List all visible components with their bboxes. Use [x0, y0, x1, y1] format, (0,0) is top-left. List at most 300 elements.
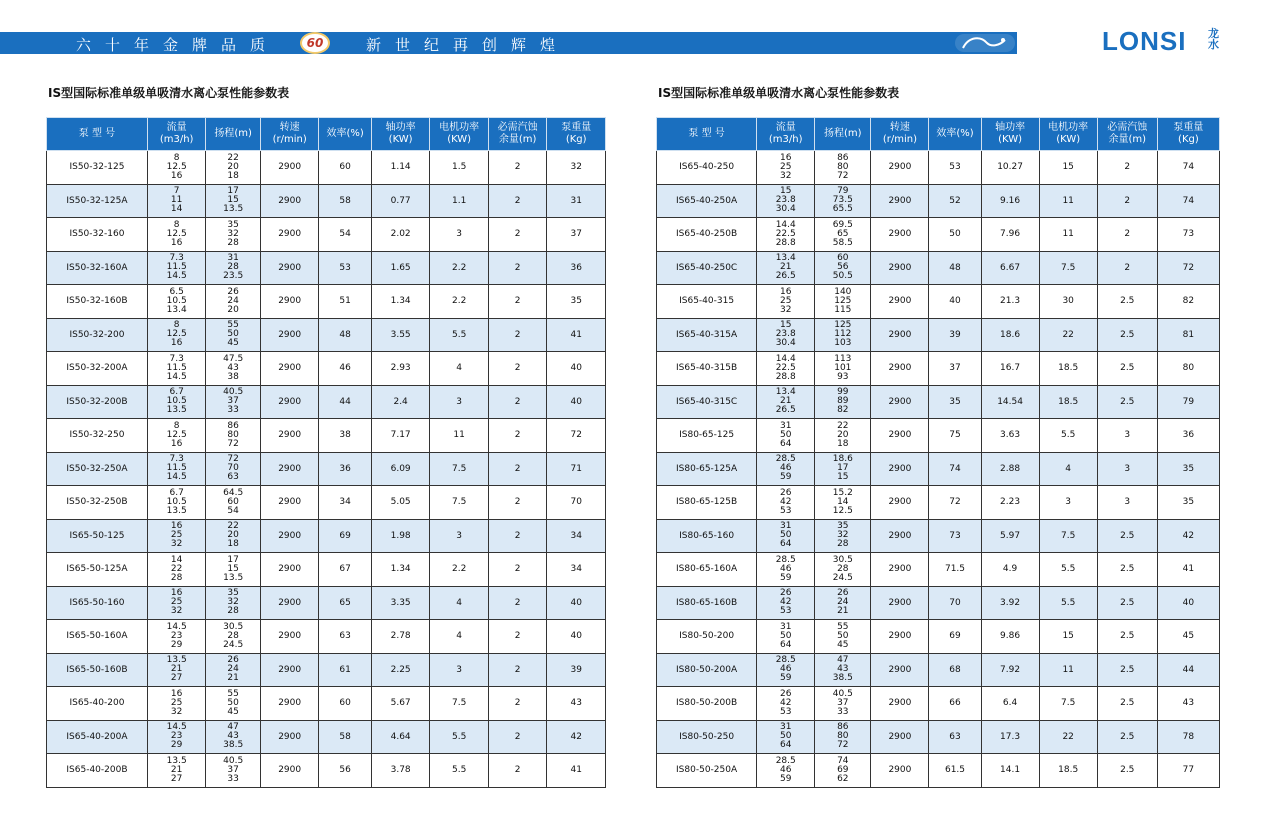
table-row: [657, 687, 1220, 721]
cell-shaft-power: 14.1: [981, 754, 1039, 788]
cell-shaft-power: 7.17: [371, 419, 430, 453]
cell-npsh: 2: [488, 318, 547, 352]
cell-model: IS80-65-160B: [657, 586, 757, 620]
table-header-row: [47, 118, 606, 151]
cell-weight: 44: [1157, 653, 1219, 687]
cell-model: IS50-32-160A: [47, 251, 148, 285]
cell-model: IS65-40-200: [47, 687, 148, 721]
cell-efficiency: 73: [929, 519, 981, 553]
cell-speed: 2900: [260, 385, 319, 419]
cell-npsh: 2: [1097, 218, 1157, 252]
column-header-npsh: 必需汽蚀 余量(m): [488, 118, 547, 151]
cell-weight: 40: [547, 620, 606, 654]
cell-head: 69.5 65 58.5: [815, 218, 871, 252]
cell-model: IS80-50-250: [657, 720, 757, 754]
cell-flow: 14.5 23 29: [147, 720, 206, 754]
cell-head: 125 112 103: [815, 318, 871, 352]
cell-speed: 2900: [871, 452, 929, 486]
cell-efficiency: 72: [929, 486, 981, 520]
cell-shaft-power: 3.35: [371, 586, 430, 620]
cell-weight: 35: [1157, 452, 1219, 486]
cell-model: IS50-32-160B: [47, 285, 148, 319]
cell-weight: 80: [1157, 352, 1219, 386]
cell-motor-power: 7.5: [430, 452, 489, 486]
cell-npsh: 2.5: [1097, 385, 1157, 419]
cell-npsh: 2: [488, 452, 547, 486]
cell-flow: 28.5 46 59: [757, 754, 815, 788]
cell-speed: 2900: [260, 519, 319, 553]
cell-shaft-power: 7.92: [981, 653, 1039, 687]
table-row: [657, 653, 1220, 687]
cell-efficiency: 52: [929, 184, 981, 218]
cell-head: 60 56 50.5: [815, 251, 871, 285]
cell-weight: 70: [547, 486, 606, 520]
cell-motor-power: 5.5: [1039, 586, 1097, 620]
table-row: [657, 620, 1220, 654]
cell-efficiency: 51: [319, 285, 371, 319]
cell-model: IS65-40-250B: [657, 218, 757, 252]
cell-npsh: 2: [488, 553, 547, 587]
brand-logo: LONSI: [1102, 26, 1187, 56]
cell-speed: 2900: [260, 352, 319, 386]
cell-weight: 36: [1157, 419, 1219, 453]
cell-model: IS65-50-125: [47, 519, 148, 553]
cell-flow: 14.4 22.5 28.8: [757, 352, 815, 386]
cell-efficiency: 50: [929, 218, 981, 252]
cell-model: IS50-32-200B: [47, 385, 148, 419]
cell-npsh: 2: [488, 486, 547, 520]
cell-motor-power: 30: [1039, 285, 1097, 319]
cell-efficiency: 39: [929, 318, 981, 352]
cell-head: 55 50 45: [206, 687, 260, 721]
cell-efficiency: 60: [319, 151, 371, 185]
cell-motor-power: 5.5: [1039, 553, 1097, 587]
cell-flow: 31 50 64: [757, 519, 815, 553]
cell-flow: 28.5 46 59: [757, 553, 815, 587]
cell-shaft-power: 2.23: [981, 486, 1039, 520]
cell-flow: 7.3 11.5 14.5: [147, 352, 206, 386]
cell-head: 26 24 20: [206, 285, 260, 319]
cell-shaft-power: 2.4: [371, 385, 430, 419]
cell-shaft-power: 9.86: [981, 620, 1039, 654]
cell-weight: 34: [547, 553, 606, 587]
table-title-right: IS型国际标准单级单吸清水离心泵性能参数表: [658, 86, 900, 100]
cell-efficiency: 61: [319, 653, 371, 687]
cell-shaft-power: 2.78: [371, 620, 430, 654]
cell-motor-power: 3: [430, 653, 489, 687]
cell-motor-power: 4: [430, 620, 489, 654]
cell-npsh: 2.5: [1097, 586, 1157, 620]
cell-shaft-power: 21.3: [981, 285, 1039, 319]
cell-head: 113 101 93: [815, 352, 871, 386]
cell-weight: 39: [547, 653, 606, 687]
cell-flow: 31 50 64: [757, 419, 815, 453]
cell-flow: 16 25 32: [757, 285, 815, 319]
column-header-model: 泵 型 号: [657, 118, 757, 151]
cell-flow: 13.4 21 26.5: [757, 385, 815, 419]
table-row: [47, 720, 606, 754]
cell-speed: 2900: [871, 184, 929, 218]
cell-motor-power: 11: [1039, 184, 1097, 218]
cell-efficiency: 75: [929, 419, 981, 453]
cell-npsh: 2: [488, 151, 547, 185]
cell-shaft-power: 2.25: [371, 653, 430, 687]
cell-flow: 26 42 53: [757, 687, 815, 721]
cell-head: 31 28 23.5: [206, 251, 260, 285]
table-row: [657, 720, 1220, 754]
cell-speed: 2900: [871, 687, 929, 721]
cell-flow: 16 25 32: [147, 586, 206, 620]
cell-weight: 41: [547, 754, 606, 788]
cell-model: IS65-50-160: [47, 586, 148, 620]
pump-spec-table-right: [656, 117, 1220, 788]
cell-efficiency: 69: [929, 620, 981, 654]
cell-npsh: 2: [488, 720, 547, 754]
cell-shaft-power: 10.27: [981, 151, 1039, 185]
cell-flow: 14 22 28: [147, 553, 206, 587]
cell-head: 40.5 37 33: [206, 385, 260, 419]
cell-flow: 7.3 11.5 14.5: [147, 452, 206, 486]
cell-npsh: 2: [488, 419, 547, 453]
cell-npsh: 2.5: [1097, 620, 1157, 654]
table-row: [47, 519, 606, 553]
table-row: [47, 452, 606, 486]
cell-head: 86 80 72: [206, 419, 260, 453]
cell-flow: 6.7 10.5 13.5: [147, 486, 206, 520]
cell-shaft-power: 6.09: [371, 452, 430, 486]
cell-model: IS80-65-125: [657, 419, 757, 453]
cell-efficiency: 69: [319, 519, 371, 553]
cell-shaft-power: 0.77: [371, 184, 430, 218]
cell-efficiency: 58: [319, 720, 371, 754]
cell-npsh: 2.5: [1097, 318, 1157, 352]
table-row: [47, 687, 606, 721]
cell-motor-power: 4: [1039, 452, 1097, 486]
cell-npsh: 2: [1097, 184, 1157, 218]
table-row: [657, 754, 1220, 788]
cell-efficiency: 66: [929, 687, 981, 721]
cell-shaft-power: 6.67: [981, 251, 1039, 285]
cell-speed: 2900: [871, 318, 929, 352]
cell-npsh: 2.5: [1097, 553, 1157, 587]
cell-head: 26 24 21: [815, 586, 871, 620]
cell-speed: 2900: [871, 352, 929, 386]
cell-head: 55 50 45: [206, 318, 260, 352]
table-row: [47, 754, 606, 788]
table-row: [657, 385, 1220, 419]
cell-efficiency: 40: [929, 285, 981, 319]
cell-speed: 2900: [871, 251, 929, 285]
cell-speed: 2900: [871, 419, 929, 453]
cell-motor-power: 22: [1039, 318, 1097, 352]
table-row: [657, 285, 1220, 319]
table-row: [47, 653, 606, 687]
cell-head: 47 43 38.5: [206, 720, 260, 754]
column-header-speed: 转速 (r/min): [260, 118, 319, 151]
cell-weight: 78: [1157, 720, 1219, 754]
cell-flow: 16 25 32: [147, 687, 206, 721]
cell-model: IS80-65-160: [657, 519, 757, 553]
cell-speed: 2900: [260, 620, 319, 654]
cell-weight: 40: [547, 385, 606, 419]
cell-head: 22 20 18: [206, 151, 260, 185]
cell-head: 35 32 28: [206, 586, 260, 620]
cell-motor-power: 5.5: [430, 318, 489, 352]
cell-weight: 42: [547, 720, 606, 754]
cell-shaft-power: 3.78: [371, 754, 430, 788]
cell-head: 72 70 63: [206, 452, 260, 486]
cell-model: IS80-65-125B: [657, 486, 757, 520]
cell-shaft-power: 1.65: [371, 251, 430, 285]
cell-weight: 73: [1157, 218, 1219, 252]
column-header-head: 扬程(m): [815, 118, 871, 151]
column-header-npsh: 必需汽蚀 余量(m): [1097, 118, 1157, 151]
cell-head: 55 50 45: [815, 620, 871, 654]
cell-model: IS80-65-125A: [657, 452, 757, 486]
cell-flow: 15 23.8 30.4: [757, 318, 815, 352]
cell-weight: 81: [1157, 318, 1219, 352]
cell-shaft-power: 1.34: [371, 553, 430, 587]
pump-spec-table-left: [46, 117, 606, 788]
column-header-shaft-power: 轴功率 (KW): [981, 118, 1039, 151]
table-row: [657, 486, 1220, 520]
cell-shaft-power: 5.05: [371, 486, 430, 520]
cell-head: 47.5 43 38: [206, 352, 260, 386]
cell-motor-power: 3: [430, 218, 489, 252]
cell-speed: 2900: [871, 519, 929, 553]
column-header-flow: 流量 (m3/h): [147, 118, 206, 151]
cell-motor-power: 15: [1039, 151, 1097, 185]
cell-weight: 32: [547, 151, 606, 185]
table-row: [657, 218, 1220, 252]
cell-weight: 82: [1157, 285, 1219, 319]
cell-flow: 16 25 32: [757, 151, 815, 185]
table-row: [657, 452, 1220, 486]
cell-shaft-power: 16.7: [981, 352, 1039, 386]
cell-flow: 26 42 53: [757, 586, 815, 620]
cell-flow: 8 12.5 16: [147, 151, 206, 185]
cell-efficiency: 36: [319, 452, 371, 486]
cell-motor-power: 7.5: [1039, 687, 1097, 721]
cell-npsh: 3: [1097, 419, 1157, 453]
cell-speed: 2900: [871, 620, 929, 654]
cell-speed: 2900: [260, 184, 319, 218]
cell-shaft-power: 4.64: [371, 720, 430, 754]
cell-model: IS65-50-160B: [47, 653, 148, 687]
cell-shaft-power: 7.96: [981, 218, 1039, 252]
cell-efficiency: 61.5: [929, 754, 981, 788]
cell-efficiency: 65: [319, 586, 371, 620]
table-row: [657, 151, 1220, 185]
cell-shaft-power: 6.4: [981, 687, 1039, 721]
cell-weight: 43: [547, 687, 606, 721]
cell-motor-power: 2.2: [430, 553, 489, 587]
cell-efficiency: 38: [319, 419, 371, 453]
cell-weight: 40: [547, 352, 606, 386]
table-row: [47, 620, 606, 654]
cell-speed: 2900: [871, 385, 929, 419]
cell-weight: 37: [547, 218, 606, 252]
cell-shaft-power: 17.3: [981, 720, 1039, 754]
cell-npsh: 2.5: [1097, 285, 1157, 319]
slogan-left: 六十年金牌品质: [76, 36, 280, 54]
column-header-model: 泵 型 号: [47, 118, 148, 151]
cell-weight: 40: [1157, 586, 1219, 620]
cell-efficiency: 37: [929, 352, 981, 386]
cell-speed: 2900: [871, 653, 929, 687]
cell-model: IS80-50-200A: [657, 653, 757, 687]
cell-model: IS50-32-200A: [47, 352, 148, 386]
cell-weight: 71: [547, 452, 606, 486]
cell-efficiency: 71.5: [929, 553, 981, 587]
cell-efficiency: 70: [929, 586, 981, 620]
cell-speed: 2900: [871, 285, 929, 319]
cell-efficiency: 44: [319, 385, 371, 419]
cell-weight: 45: [1157, 620, 1219, 654]
cell-shaft-power: 2.93: [371, 352, 430, 386]
slogan-right: 新世纪再创辉煌: [366, 36, 570, 54]
cell-npsh: 2: [1097, 151, 1157, 185]
cell-motor-power: 2.2: [430, 251, 489, 285]
cell-model: IS50-32-200: [47, 318, 148, 352]
cell-weight: 31: [547, 184, 606, 218]
cell-head: 30.5 28 24.5: [815, 553, 871, 587]
cell-weight: 74: [1157, 151, 1219, 185]
cell-motor-power: 3: [1039, 486, 1097, 520]
cell-flow: 14.4 22.5 28.8: [757, 218, 815, 252]
table-row: [657, 553, 1220, 587]
table-row: [47, 151, 606, 185]
cell-flow: 13.5 21 27: [147, 653, 206, 687]
cell-model: IS50-32-125A: [47, 184, 148, 218]
cell-flow: 13.5 21 27: [147, 754, 206, 788]
cell-npsh: 2: [488, 653, 547, 687]
cell-shaft-power: 14.54: [981, 385, 1039, 419]
table-row: [47, 218, 606, 252]
cell-model: IS65-40-250C: [657, 251, 757, 285]
cell-flow: 26 42 53: [757, 486, 815, 520]
cell-efficiency: 35: [929, 385, 981, 419]
column-header-weight: 泵重量 (Kg): [547, 118, 606, 151]
table-row: [47, 184, 606, 218]
cell-model: IS80-65-160A: [657, 553, 757, 587]
cell-npsh: 2: [488, 754, 547, 788]
cell-npsh: 2: [488, 620, 547, 654]
dragon-icon: [955, 34, 1015, 52]
cell-speed: 2900: [260, 754, 319, 788]
table-row: [657, 519, 1220, 553]
cell-speed: 2900: [260, 218, 319, 252]
cell-shaft-power: 1.34: [371, 285, 430, 319]
cell-motor-power: 11: [1039, 218, 1097, 252]
header-banner: [0, 32, 1017, 54]
table-row: [657, 586, 1220, 620]
table-row: [657, 184, 1220, 218]
cell-efficiency: 46: [319, 352, 371, 386]
cell-shaft-power: 2.88: [981, 452, 1039, 486]
cell-flow: 31 50 64: [757, 620, 815, 654]
cell-head: 74 69 62: [815, 754, 871, 788]
cell-speed: 2900: [260, 251, 319, 285]
cell-flow: 28.5 46 59: [757, 653, 815, 687]
cell-model: IS65-40-315: [657, 285, 757, 319]
table-row: [47, 385, 606, 419]
cell-weight: 41: [1157, 553, 1219, 587]
cell-shaft-power: 5.67: [371, 687, 430, 721]
cell-flow: 13.4 21 26.5: [757, 251, 815, 285]
cell-model: IS50-32-160: [47, 218, 148, 252]
cell-model: IS65-40-200B: [47, 754, 148, 788]
cell-motor-power: 7.5: [430, 486, 489, 520]
cell-head: 22 20 18: [206, 519, 260, 553]
cell-shaft-power: 3.92: [981, 586, 1039, 620]
cell-model: IS65-50-160A: [47, 620, 148, 654]
cell-speed: 2900: [260, 553, 319, 587]
cell-speed: 2900: [260, 653, 319, 687]
cell-head: 30.5 28 24.5: [206, 620, 260, 654]
cell-efficiency: 68: [929, 653, 981, 687]
cell-flow: 14.5 23 29: [147, 620, 206, 654]
cell-motor-power: 22: [1039, 720, 1097, 754]
cell-motor-power: 5.5: [1039, 419, 1097, 453]
table-title-left: IS型国际标准单级单吸清水离心泵性能参数表: [48, 86, 290, 100]
cell-motor-power: 7.5: [1039, 519, 1097, 553]
cell-flow: 6.7 10.5 13.5: [147, 385, 206, 419]
cell-head: 86 80 72: [815, 151, 871, 185]
cell-motor-power: 18.5: [1039, 385, 1097, 419]
cell-model: IS80-50-200: [657, 620, 757, 654]
cell-head: 99 89 82: [815, 385, 871, 419]
cell-model: IS65-40-315C: [657, 385, 757, 419]
column-header-efficiency: 效率(%): [319, 118, 371, 151]
cell-head: 40.5 37 33: [206, 754, 260, 788]
table-row: [47, 586, 606, 620]
cell-shaft-power: 9.16: [981, 184, 1039, 218]
table-row: [47, 318, 606, 352]
cell-npsh: 2.5: [1097, 519, 1157, 553]
cell-speed: 2900: [260, 151, 319, 185]
cell-speed: 2900: [260, 318, 319, 352]
cell-flow: 7.3 11.5 14.5: [147, 251, 206, 285]
cell-motor-power: 7.5: [1039, 251, 1097, 285]
cell-head: 22 20 18: [815, 419, 871, 453]
cell-npsh: 2: [488, 687, 547, 721]
cell-speed: 2900: [871, 218, 929, 252]
cell-motor-power: 4: [430, 586, 489, 620]
cell-head: 47 43 38.5: [815, 653, 871, 687]
cell-efficiency: 58: [319, 184, 371, 218]
cell-head: 64.5 60 54: [206, 486, 260, 520]
cell-weight: 72: [1157, 251, 1219, 285]
cell-weight: 35: [1157, 486, 1219, 520]
cell-shaft-power: 1.14: [371, 151, 430, 185]
cell-flow: 15 23.8 30.4: [757, 184, 815, 218]
cell-motor-power: 4: [430, 352, 489, 386]
brand-logo-cn: 龙水: [1208, 27, 1219, 51]
cell-npsh: 2: [488, 218, 547, 252]
column-header-weight: 泵重量 (Kg): [1157, 118, 1219, 151]
cell-efficiency: 34: [319, 486, 371, 520]
cell-model: IS65-40-250A: [657, 184, 757, 218]
cell-model: IS50-32-250A: [47, 452, 148, 486]
cell-npsh: 2: [488, 251, 547, 285]
cell-motor-power: 3: [430, 385, 489, 419]
cell-weight: 74: [1157, 184, 1219, 218]
cell-head: 26 24 21: [206, 653, 260, 687]
cell-model: IS65-40-250: [657, 151, 757, 185]
cell-head: 17 15 13.5: [206, 553, 260, 587]
cell-head: 17 15 13.5: [206, 184, 260, 218]
